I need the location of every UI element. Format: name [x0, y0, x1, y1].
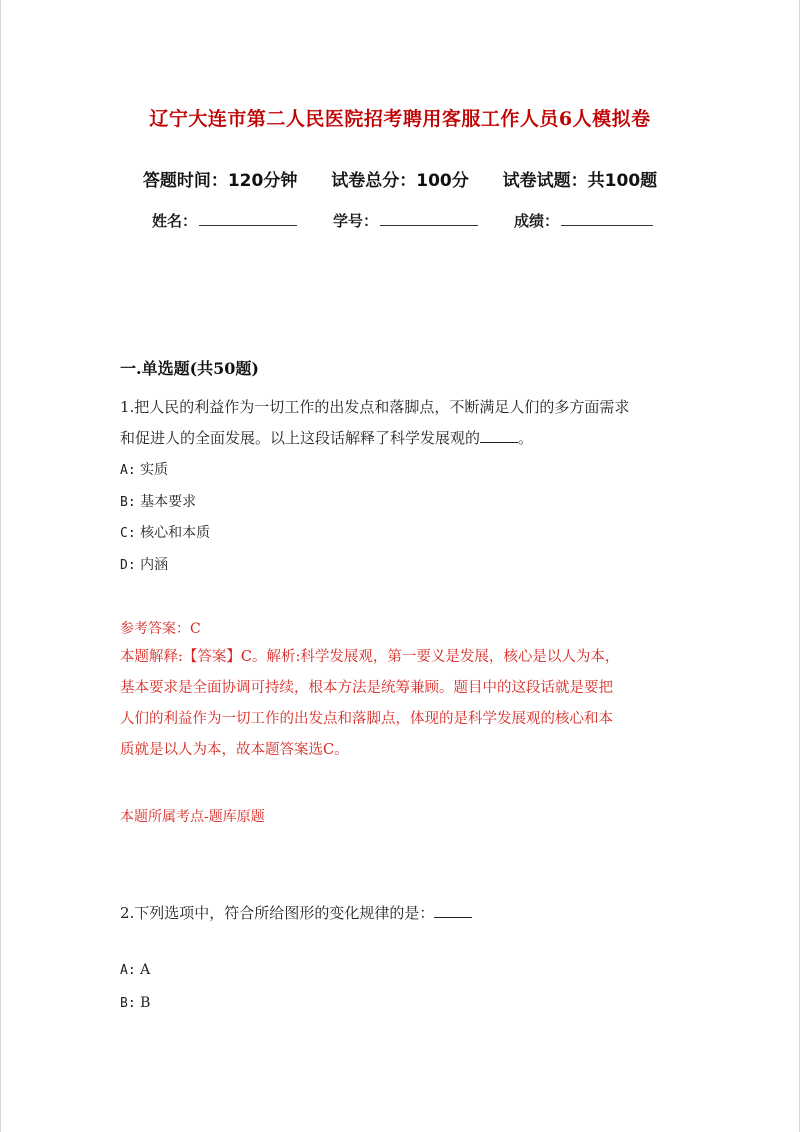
answer-blank — [434, 905, 472, 918]
grade-blank[interactable] — [561, 211, 653, 226]
option-letter: A: — [120, 463, 136, 478]
question-1-answer: 参考答案：C — [120, 621, 201, 637]
explanation-line: 人们的利益作为一切工作的出发点和落脚点，体现的是科学发展观的核心和本 — [120, 711, 613, 727]
exam-time: 答题时间：120分钟 — [142, 171, 298, 191]
question-1-line-1: 1.把人民的利益作为一切工作的出发点和落脚点，不断满足人们的多方面需求 — [120, 398, 630, 416]
question-2-option-b[interactable] — [120, 995, 150, 1011]
exam-total-score: 试卷总分：100分 — [331, 171, 469, 191]
question-1-option-b[interactable] — [120, 491, 196, 511]
option-letter: A: — [120, 963, 136, 978]
option-letter: B: — [120, 495, 136, 510]
option-letter: C: — [120, 526, 136, 541]
explanation-line: 本题解释:【答案】C。解析:科学发展观，第一要义是发展，核心是以人为本， — [120, 649, 620, 665]
question-1-option-c[interactable] — [120, 522, 210, 542]
question-1-text — [120, 392, 680, 454]
option-text: B — [140, 995, 151, 1011]
question-1-line-2-text: 和促进人的全面发展。以上这段话解释了科学发展观的 — [120, 429, 481, 447]
exam-meta — [0, 166, 800, 191]
explanation-line: 质就是以人为本，故本题答案选C。 — [120, 742, 349, 758]
question-1-option-a[interactable] — [120, 459, 168, 479]
question-2-text — [120, 898, 680, 929]
question-2-option-a[interactable] — [120, 962, 150, 978]
answer-blank — [480, 430, 518, 443]
question-1-line-2-end: 。 — [518, 429, 534, 447]
option-text: 实质 — [140, 462, 169, 478]
question-1-source: 本题所属考点-题库原题 — [120, 809, 265, 825]
option-letter: B: — [120, 996, 136, 1011]
option-letter: D: — [120, 558, 136, 573]
student-id-blank[interactable] — [380, 211, 478, 226]
name-blank[interactable] — [199, 211, 297, 226]
grade-field[interactable] — [514, 210, 653, 231]
name-label: 姓名： — [152, 212, 198, 230]
student-id-field[interactable] — [333, 210, 478, 231]
question-1-option-d[interactable] — [120, 554, 168, 574]
section-heading: 一.单选题(共50题) — [120, 359, 259, 378]
question-1-line-2 — [120, 423, 680, 454]
exam-title: 辽宁大连市第二人民医院招考聘用客服工作人员6人模拟卷 — [149, 108, 651, 130]
question-1-explanation — [120, 642, 680, 766]
name-field[interactable] — [152, 210, 297, 231]
option-text: 内涵 — [140, 557, 169, 573]
option-text: A — [140, 962, 151, 978]
option-text: 核心和本质 — [140, 525, 211, 541]
grade-label: 成绩： — [514, 212, 560, 230]
student-info-fields — [152, 210, 692, 231]
question-2-stem: 2.下列选项中，符合所给图形的变化规律的是： — [120, 904, 435, 922]
option-text: 基本要求 — [140, 494, 197, 510]
student-id-label: 学号： — [333, 212, 379, 230]
explanation-line: 基本要求是全面协调可持续，根本方法是统筹兼顾。题目中的这段话就是要把 — [120, 680, 613, 696]
exam-question-count: 试卷试题：共100题 — [502, 171, 658, 191]
